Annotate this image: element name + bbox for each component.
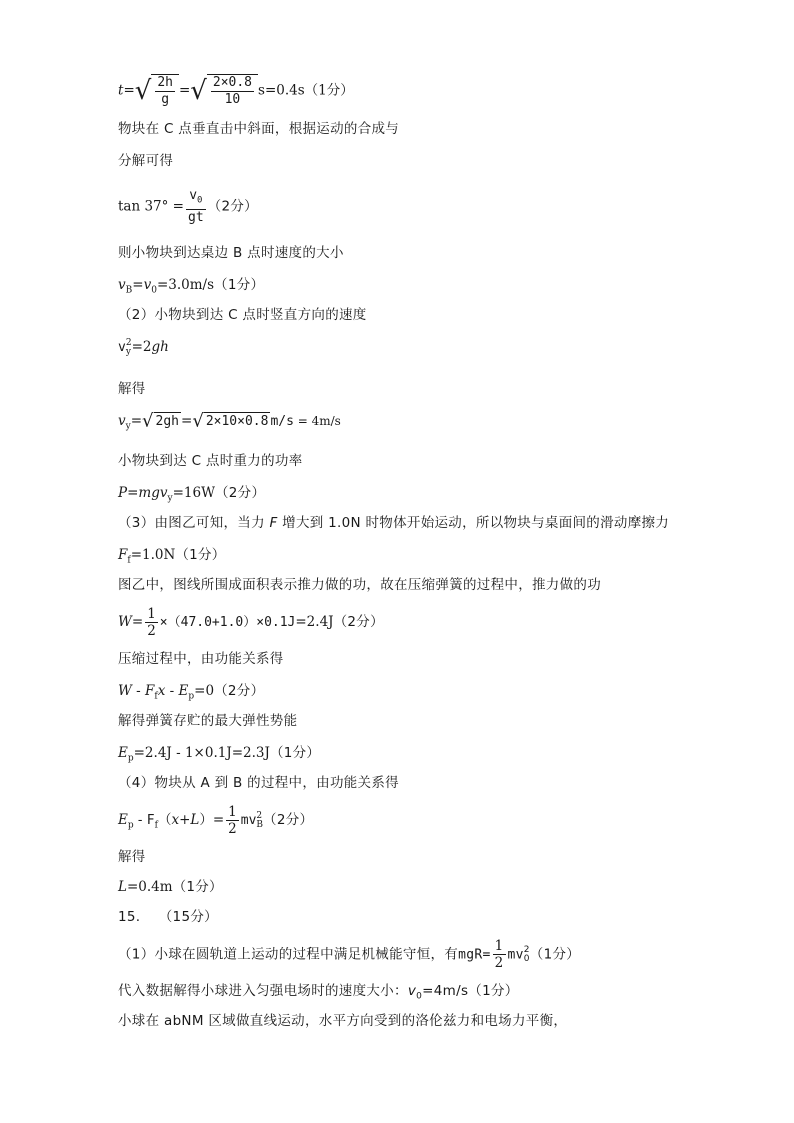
text-line: 解得: [118, 849, 146, 865]
text-line: 解得: [118, 381, 146, 397]
text-line: （3）由图乙可知，当力 F 增大到 1.0N 时物体开始运动，所以物块与桌面间的滑动摩擦力: [118, 515, 670, 531]
equation-vy: $v_y=√$ 2gh =√ 2×10×0.8 m/s = 4m/s: [118, 410, 341, 432]
equation-power: P=mgv$_y$=16W（2分）: [118, 485, 266, 504]
equation-vb: $v_B=v_0=3.0m/s(1$分）: [118, 277, 265, 296]
equation-l: L=0.4m（1分）: [118, 879, 223, 895]
equation-ab: $E_p - F_f(x+L)=$ $\frac{1}{2}$ mv 2 B （2分）: [118, 804, 314, 837]
equation-ff: $F_f=1.0N(1$分）: [118, 547, 226, 566]
text-line: （4）物块从 A 到 B 的过程中，由功能关系得: [118, 775, 399, 791]
text-line: 小物块到达 C 点时重力的功率: [118, 453, 303, 469]
equation-mechanical: （1）小球在圆轨道上运动的过程中满足机械能守恒，有mgR= $\frac{1}{2}$ mv 2 0 （1分）: [118, 938, 581, 971]
text-line: 物块在 C 点垂直击中斜面，根据运动的合成与: [118, 121, 400, 137]
equation-vy2: v 2 y =2gh: [118, 337, 169, 357]
equation-time: t=√ $\frac{2h}{g}$ =√ $\frac{2\times 0.8}{10}$ s=0.4s（1分）: [118, 75, 354, 107]
text-line: 代入数据解得小球进入匀强电场时的速度大小：$v_0=4m/s(1$分）: [118, 983, 519, 1002]
text-line: 压缩过程中，由功能关系得: [118, 651, 284, 667]
equation-ep: $E_p=2.4J - 1\times 0.1J=2.3J(1$分）: [118, 745, 321, 764]
equation-energy: $W - F_fx - E_p=0(2$分）: [118, 683, 265, 702]
text-line: 解得弹簧存贮的最大弹性势能: [118, 713, 298, 729]
text-line: 分解可得: [118, 153, 174, 169]
text-line: 则小物块到达桌边 B 点时速度的大小: [118, 245, 344, 261]
equation-tan: tan 37° = $\frac{v_0}{gt}$ （2分）: [118, 188, 258, 225]
text-line: （2）小物块到达 C 点时竖直方向的速度: [118, 307, 367, 323]
equation-work: W= $\frac{1}{2}$ ×（47.0+1.0）×0.1J=2.4J（2分）: [118, 606, 384, 639]
text-line: 小球在 abNM 区域做直线运动，水平方向受到的洛伦兹力和电场力平衡，: [118, 1013, 568, 1029]
text-line: 图乙中，图线所围成面积表示推力做的功，故在压缩弹簧的过程中，推力做的功: [118, 577, 601, 593]
question-number: 15. （15分）: [118, 909, 218, 925]
